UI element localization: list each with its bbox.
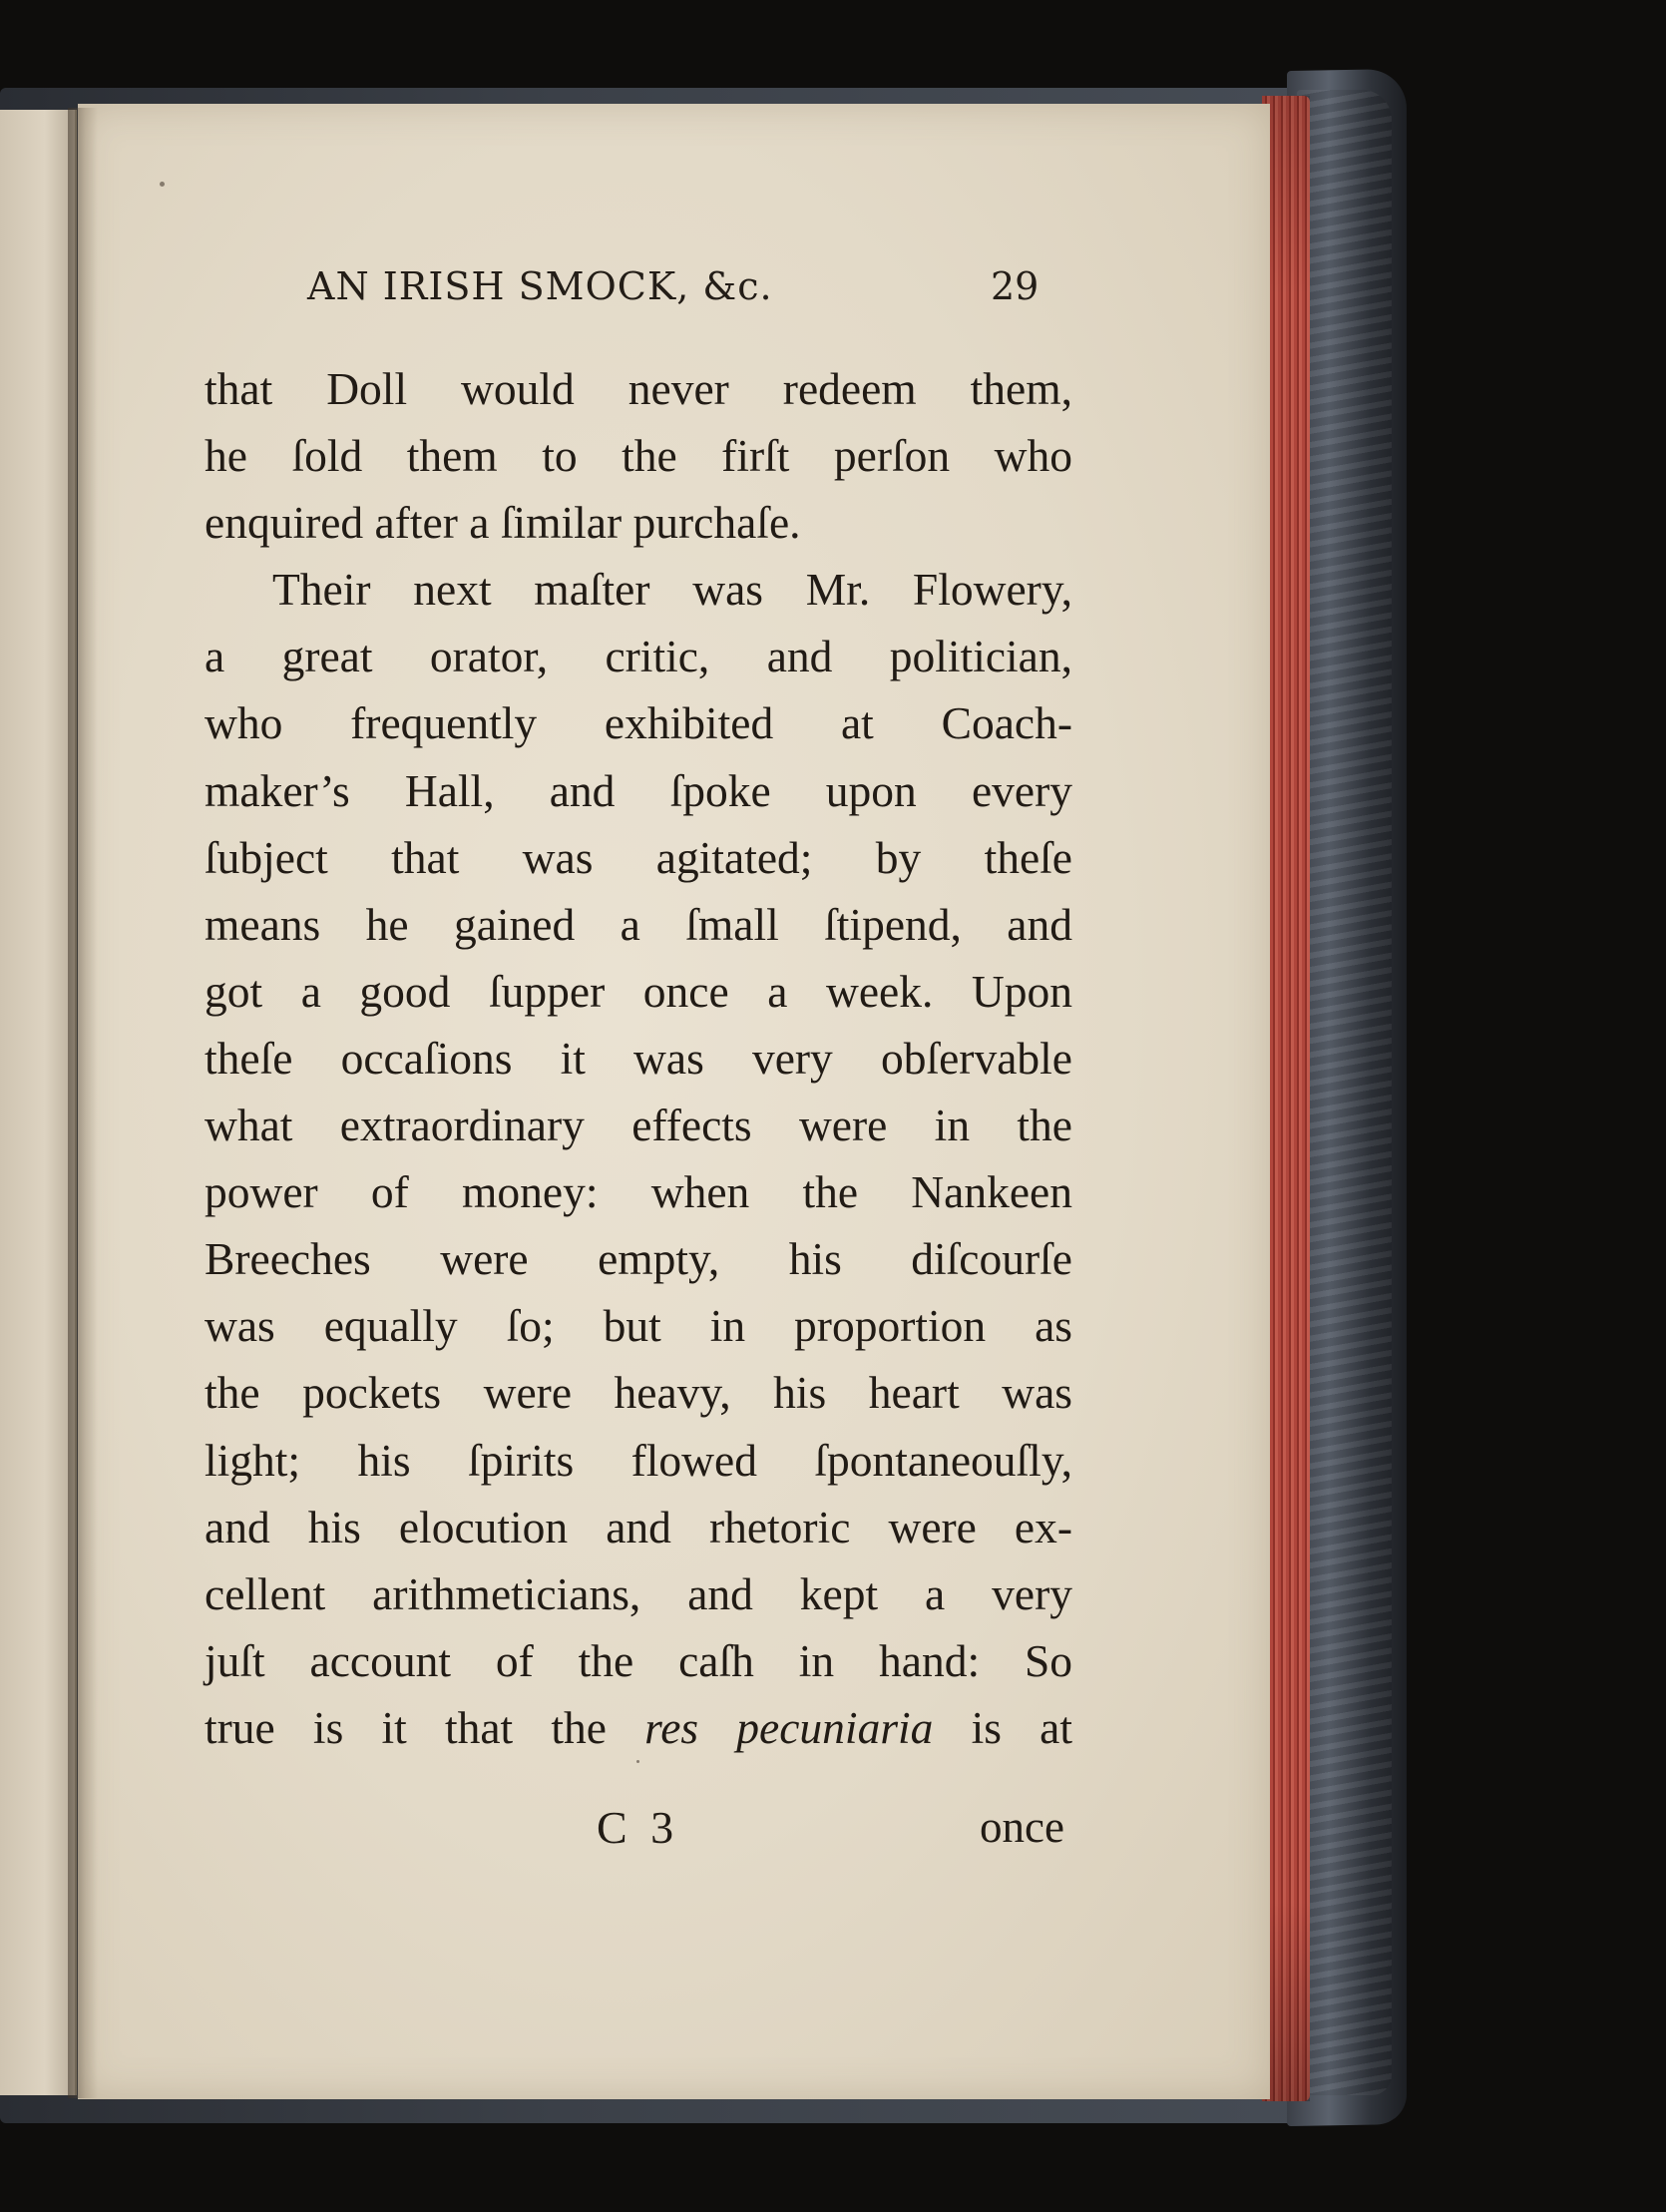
left-page-edge	[0, 110, 77, 2095]
italic-phrase: res pecuniaria	[644, 1701, 934, 1753]
text-line: what extraordinary effects were in the	[205, 1100, 1072, 1151]
gutter-shadow	[68, 108, 98, 2098]
text-line: light; his ſpirits flowed ſpontaneouſly,	[205, 1434, 1072, 1486]
running-head: AN IRISH SMOCK, &c.	[307, 264, 773, 308]
text-line: ſubject that was agitated; by theſe	[205, 831, 1072, 883]
text-line: Their next maſter was Mr. Flowery,	[272, 564, 1072, 616]
text-line-last	[205, 1694, 1072, 1761]
text-line: cellent arithmeticians, and kept a very	[205, 1567, 1072, 1619]
text-line: power of money: when the Nankeen	[205, 1166, 1072, 1218]
page-number: 29	[991, 264, 1040, 308]
text-line: the pockets were heavy, his heart was	[205, 1367, 1072, 1419]
text-line: means he gained a ſmall ſtipend, and	[205, 898, 1072, 950]
text-line: maker’s Hall, and ſpoke upon every	[205, 764, 1072, 816]
text-line: and his elocution and rhetoric were ex-	[205, 1501, 1072, 1552]
catchword: once	[980, 1802, 1064, 1852]
text-line: that Doll would never redeem them,	[205, 363, 1072, 414]
text-line: Breeches were empty, his diſcourſe	[205, 1233, 1072, 1285]
text-line: who frequently exhibited at Coach-	[205, 697, 1072, 749]
spine-texture	[1297, 90, 1392, 2095]
signature-mark: C 3	[597, 1802, 680, 1853]
paper-speck	[160, 182, 165, 187]
text-line: enquired after a ſimilar purchaſe.	[205, 497, 801, 549]
text-line: got a good ſupper once a week. Upon	[205, 965, 1072, 1017]
text-line: a great orator, critic, and politician,	[205, 631, 1072, 682]
text-fragment: is at	[971, 1701, 1073, 1753]
body-text	[205, 355, 1072, 1761]
text-line: was equally ſo; but in proportion as	[205, 1300, 1072, 1352]
text-line: he ſold them to the firſt perſon who	[205, 430, 1072, 482]
text-fragment: true is it that the	[205, 1701, 607, 1753]
text-line: juſt account of the caſh in hand: So	[205, 1634, 1072, 1686]
text-line: theſe occaſions it was very obſervable	[205, 1032, 1072, 1084]
